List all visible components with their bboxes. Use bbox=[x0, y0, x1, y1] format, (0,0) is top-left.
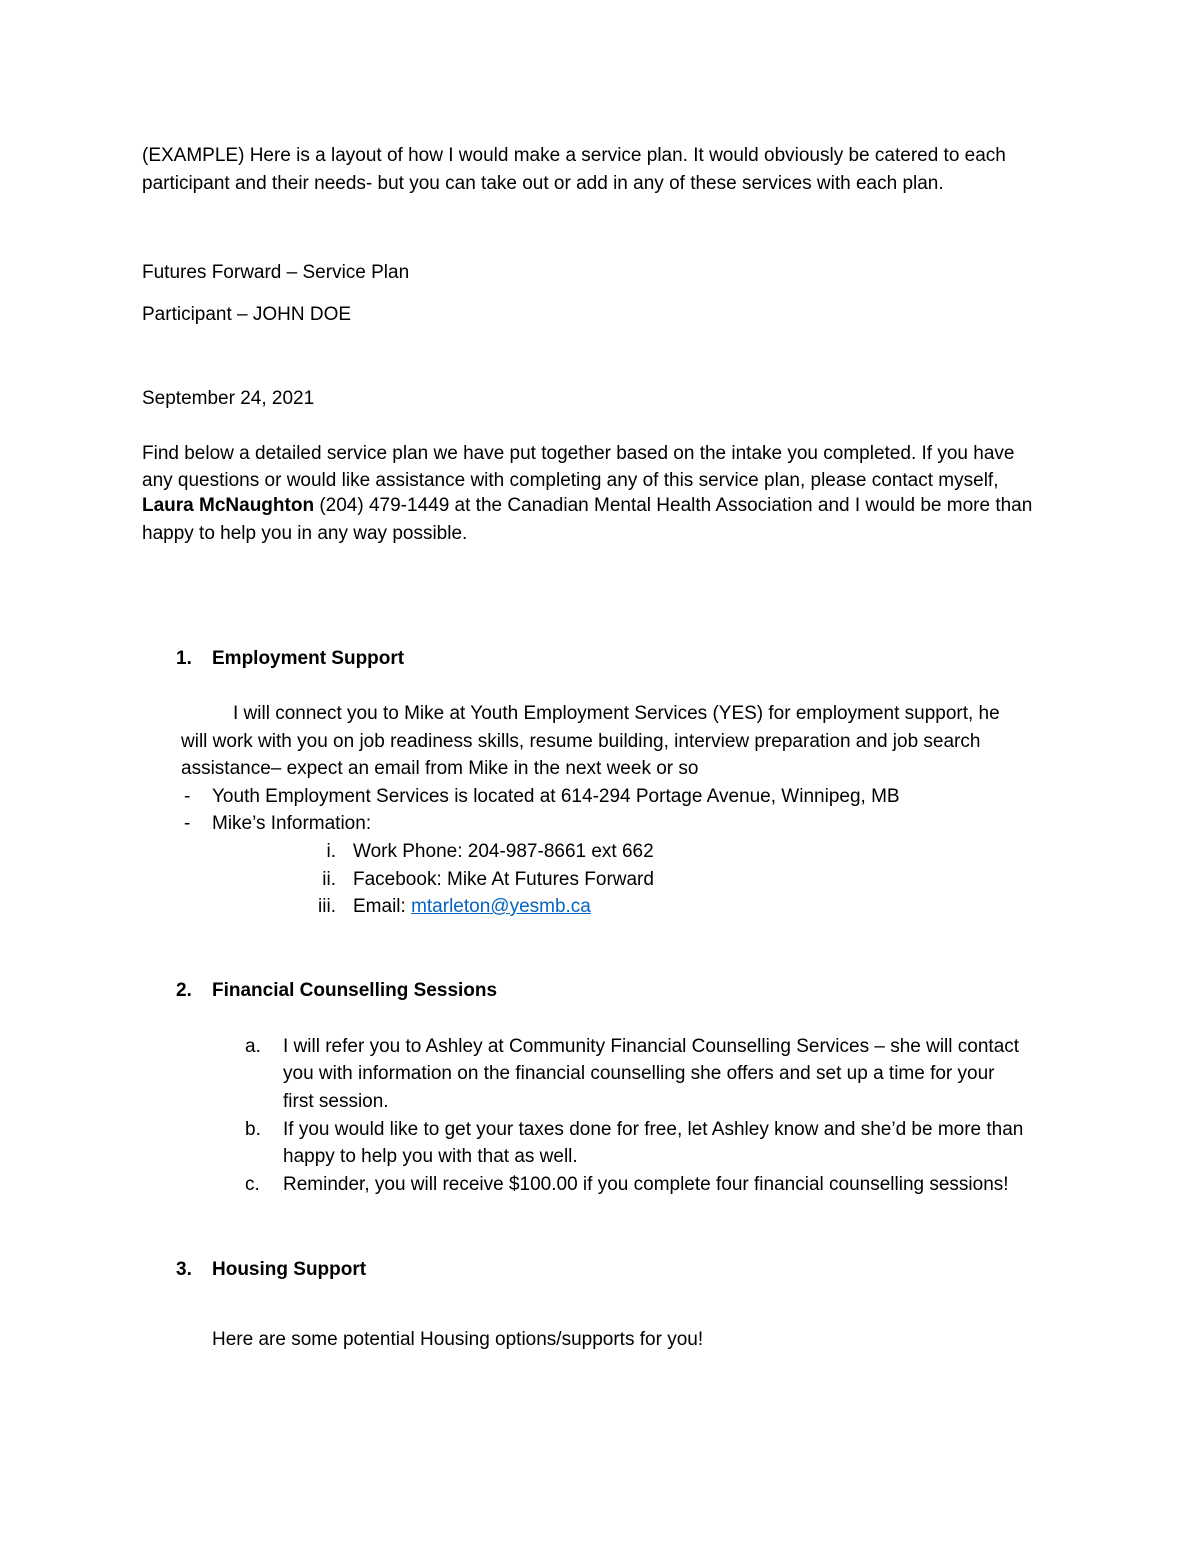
opening-line-3 bbox=[142, 492, 1032, 520]
section-1-number: 1. bbox=[176, 648, 192, 669]
email-line bbox=[353, 893, 591, 921]
facebook-info: Facebook: Mike At Futures Forward bbox=[353, 869, 654, 890]
item-marker-b: b. bbox=[245, 1119, 261, 1140]
opening-line-3-rest: (204) 479-1449 at the Canadian Mental Health Association and I would be more than bbox=[314, 495, 1033, 516]
item-a-line-2: you with information on the financial counselling she offers and set up a time for your bbox=[283, 1063, 995, 1084]
location-bullet: Youth Employment Services is located at 614-294 Portage Avenue, Winnipeg, MB bbox=[212, 786, 900, 807]
item-c-line-1: Reminder, you will receive $100.00 if you complete four financial counselling sessions! bbox=[283, 1174, 1009, 1195]
section-1-body-line-1: I will connect you to Mike at Youth Employment Services (YES) for employment support, he bbox=[233, 703, 1000, 724]
sub-marker-i: i. bbox=[326, 841, 336, 862]
section-3-number: 3. bbox=[176, 1259, 192, 1280]
sub-marker-iii: iii. bbox=[318, 896, 336, 917]
dash-bullet-2: - bbox=[184, 813, 191, 834]
section-1-body-line-3: assistance– expect an email from Mike in the next week or so bbox=[181, 758, 699, 779]
item-marker-a: a. bbox=[245, 1036, 261, 1057]
section-2-number: 2. bbox=[176, 980, 192, 1001]
item-a-line-3: first session. bbox=[283, 1091, 389, 1112]
contact-name: Laura McNaughton bbox=[142, 495, 315, 516]
sub-marker-ii: ii. bbox=[322, 869, 336, 890]
intro-line-1: (EXAMPLE) Here is a layout of how I would make a service plan. It would obviously be catered to each bbox=[142, 145, 1006, 166]
section-2-title: Financial Counselling Sessions bbox=[212, 980, 498, 1001]
intro-line-2: participant and their needs- but you can take out or add in any of these services with each plan. bbox=[142, 173, 944, 194]
opening-line-1: Find below a detailed service plan we have put together based on the intake you completed. If you have bbox=[142, 443, 1015, 464]
section-1-body-line-2: will work with you on job readiness skills, resume building, interview preparation and job search bbox=[181, 731, 981, 752]
email-label: Email: bbox=[353, 896, 412, 917]
dash-bullet-1: - bbox=[184, 786, 191, 807]
plan-title: Futures Forward – Service Plan bbox=[142, 262, 410, 283]
section-3-title: Housing Support bbox=[212, 1259, 367, 1280]
mike-info-bullet: Mike’s Information: bbox=[212, 813, 372, 834]
section-1-title: Employment Support bbox=[212, 648, 405, 669]
participant-line: Participant – JOHN DOE bbox=[142, 304, 352, 325]
item-b-line-2: happy to help you with that as well. bbox=[283, 1146, 578, 1167]
item-a-line-1: I will refer you to Ashley at Community Financial Counselling Services – she will contact bbox=[283, 1036, 1020, 1057]
email-link[interactable]: mtarleton@yesmb.ca bbox=[411, 896, 591, 917]
opening-line-4: happy to help you in any way possible. bbox=[142, 523, 468, 544]
opening-line-2: any questions or would like assistance with completing any of this service plan, please contact myself, bbox=[142, 470, 999, 491]
housing-body: Here are some potential Housing options/supports for you! bbox=[212, 1329, 704, 1350]
date-line: September 24, 2021 bbox=[142, 388, 315, 409]
work-phone: Work Phone: 204-987-8661 ext 662 bbox=[353, 841, 654, 862]
item-marker-c: c. bbox=[245, 1174, 260, 1195]
item-b-line-1: If you would like to get your taxes done for free, let Ashley know and she’d be more than bbox=[283, 1119, 1024, 1140]
